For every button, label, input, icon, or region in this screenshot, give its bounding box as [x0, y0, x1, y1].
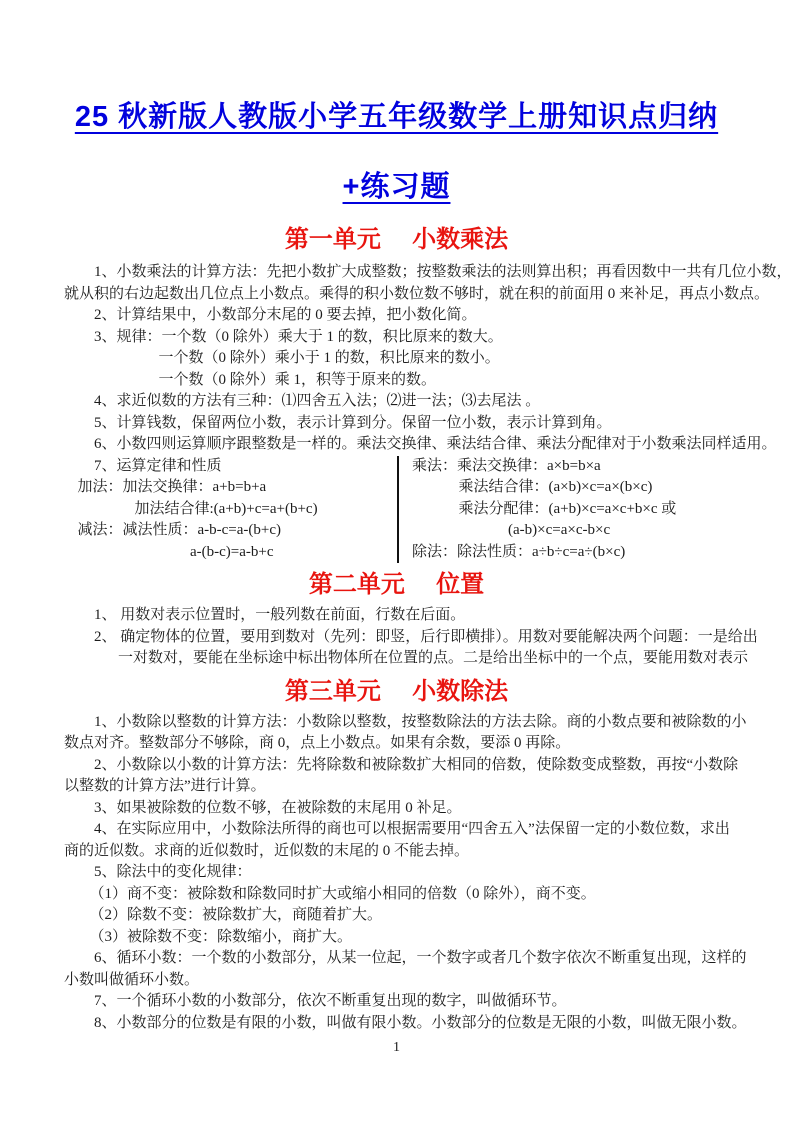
- s3-line-12: 6、循环小数：一个数的小数部分，从某一位起，一个数字或者几个数字依次不断重复出现，这样的: [94, 950, 747, 966]
- unit-3-heading-title: 小数除法: [412, 677, 509, 705]
- laws-left-row-5: a-(b-c)=a-b+c: [190, 543, 274, 560]
- unit-2-heading: [64, 569, 729, 601]
- s3-line-3: 2、小数除以小数的计算方法：先将除数和被除数扩大相同的倍数，使除数变成整数，再按“小数除: [94, 756, 739, 773]
- page-number: 1: [393, 1040, 400, 1055]
- document-title-line1: 25 秋新版人教版小学五年级数学上册知识点归纳: [74, 101, 719, 133]
- unit-2-heading-title: 位置: [436, 571, 485, 598]
- laws-left-row-3: 加法结合律:(a+b)+c=a+(b+c): [134, 500, 318, 517]
- laws-right-row-2: 乘法结合律：(a×b)×c=a×(b×c): [458, 479, 653, 495]
- s1-line-7: 4、求近似数的方法有三种：⑴四舍五入法；⑵进一法；⑶去尾法 。: [94, 393, 541, 409]
- s3-line-5: 3、如果被除数的位数不够，在被除数的末尾用 0 补足。: [94, 799, 462, 816]
- s1-line-9: 6、小数四则运算顺序跟整数是一样的。乘法交换律、乘法结合律、乘法分配律对于小数乘法同样适用。: [94, 436, 777, 452]
- unit-2-body: [64, 605, 758, 670]
- s1-line-4: 3、规律：一个数（0 除外）乘大于 1 的数，积比原来的数大。: [94, 328, 503, 345]
- s3-line-13: 小数叫做循环小数。: [64, 971, 200, 988]
- laws-left-row-4: 减法：减法性质：a-b-c=a-(b+c): [77, 522, 282, 538]
- s3-line-7: 商的近似数。求商的近似数时，近似数的末尾的 0 不能去掉。: [64, 842, 470, 859]
- operation-laws-right-column: [397, 456, 730, 564]
- laws-right-row-3: 乘法分配律：(a+b)×c=a×c+b×c 或: [458, 500, 677, 517]
- unit-2-heading-label: 第二单元: [308, 571, 405, 598]
- laws-left-row-2: 加法：加法交换律：a+b=b+a: [77, 479, 267, 495]
- unit-3-heading-label: 第三单元: [284, 677, 381, 705]
- laws-left-row-1: 7、运算定律和性质: [94, 457, 222, 474]
- unit-1-heading: [64, 224, 729, 256]
- s3-line-4: 以整数的计算方法”进行计算。: [64, 778, 266, 794]
- unit-1-heading-title: 小数乘法: [412, 226, 509, 253]
- unit-3-heading: [64, 676, 729, 708]
- s3-line-9: （1）商不变：被除数和除数同时扩大或缩小相同的倍数（0 除外），商不变。: [89, 885, 596, 902]
- s2-line-1: 1、 用数对表示位置时，一般列数在前面，行数在后面。: [94, 607, 466, 623]
- s3-line-6: 4、在实际应用中，小数除法所得的商也可以根据需要用“四舍五入”法保留一定的小数位数，求出: [94, 821, 730, 837]
- s3-line-11: （3）被除数不变：除数缩小，商扩大。: [89, 928, 353, 945]
- s1-line-8: 5、计算钱数，保留两位小数，表示计算到分。保留一位小数，表示计算到角。: [94, 414, 612, 431]
- unit-1-heading-label: 第一单元: [284, 226, 381, 253]
- operation-laws-table: [64, 456, 729, 564]
- s3-line-1: 1、小数除以整数的计算方法：小数除以整数，按整数除法的方法去除。商的小数点要和被除数的小: [94, 713, 747, 730]
- s2-line-3: 一对数对，要能在坐标途中标出物体所在位置的点。二是给出坐标中的一个点，要能用数对表示: [118, 650, 749, 666]
- unit-3-body: [64, 712, 747, 1035]
- s3-line-10: （2）除数不变：被除数扩大，商随着扩大。: [89, 907, 383, 923]
- s3-line-14: 7、一个循环小数的小数部分，依次不断重复出现的数字，叫做循环节。: [94, 993, 567, 1009]
- laws-right-row-1: 乘法：乘法交换律：a×b=b×a: [412, 457, 601, 474]
- document-title-line2: +练习题: [342, 171, 451, 203]
- s1-line-5: 一个数（0 除外）乘小于 1 的数，积比原来的数小。: [158, 350, 500, 366]
- operation-laws-left-column: [64, 456, 397, 564]
- s1-line-2: 就从积的右边起数出几位点上小数点。乘得的积小数位数不够时，就在积的前面用 0 来补足，再点小数点。: [64, 285, 770, 302]
- s3-line-8: 5、除法中的变化规律：: [94, 864, 252, 880]
- unit-1-body: [64, 262, 792, 456]
- s3-line-2: 数点对齐。整数部分不够除，商 0，点上小数点。如果有余数，要添 0 再除。: [64, 735, 571, 751]
- s3-line-15: 8、小数部分的位数是有限的小数，叫做有限小数。小数部分的位数是无限的小数，叫做无限小数。: [94, 1014, 747, 1031]
- s2-line-2: 2、 确定物体的位置，要用到数对（先列：即竖，后行即横排）。用数对要能解决两个问题：一是给出: [94, 628, 758, 645]
- s1-line-3: 2、计算结果中，小数部分末尾的 0 要去掉，把小数化简。: [94, 307, 477, 323]
- laws-right-row-5: 除法：除法性质：a÷b÷c=a÷(b×c): [412, 543, 626, 560]
- laws-right-row-4: (a-b)×c=a×c-b×c: [508, 522, 611, 538]
- s1-line-6: 一个数（0 除外）乘 1，积等于原来的数。: [158, 371, 437, 388]
- s1-line-1: 1、小数乘法的计算方法：先把小数扩大成整数；按整数乘法的法则算出积；再看因数中一共有几位小数，: [94, 264, 792, 280]
